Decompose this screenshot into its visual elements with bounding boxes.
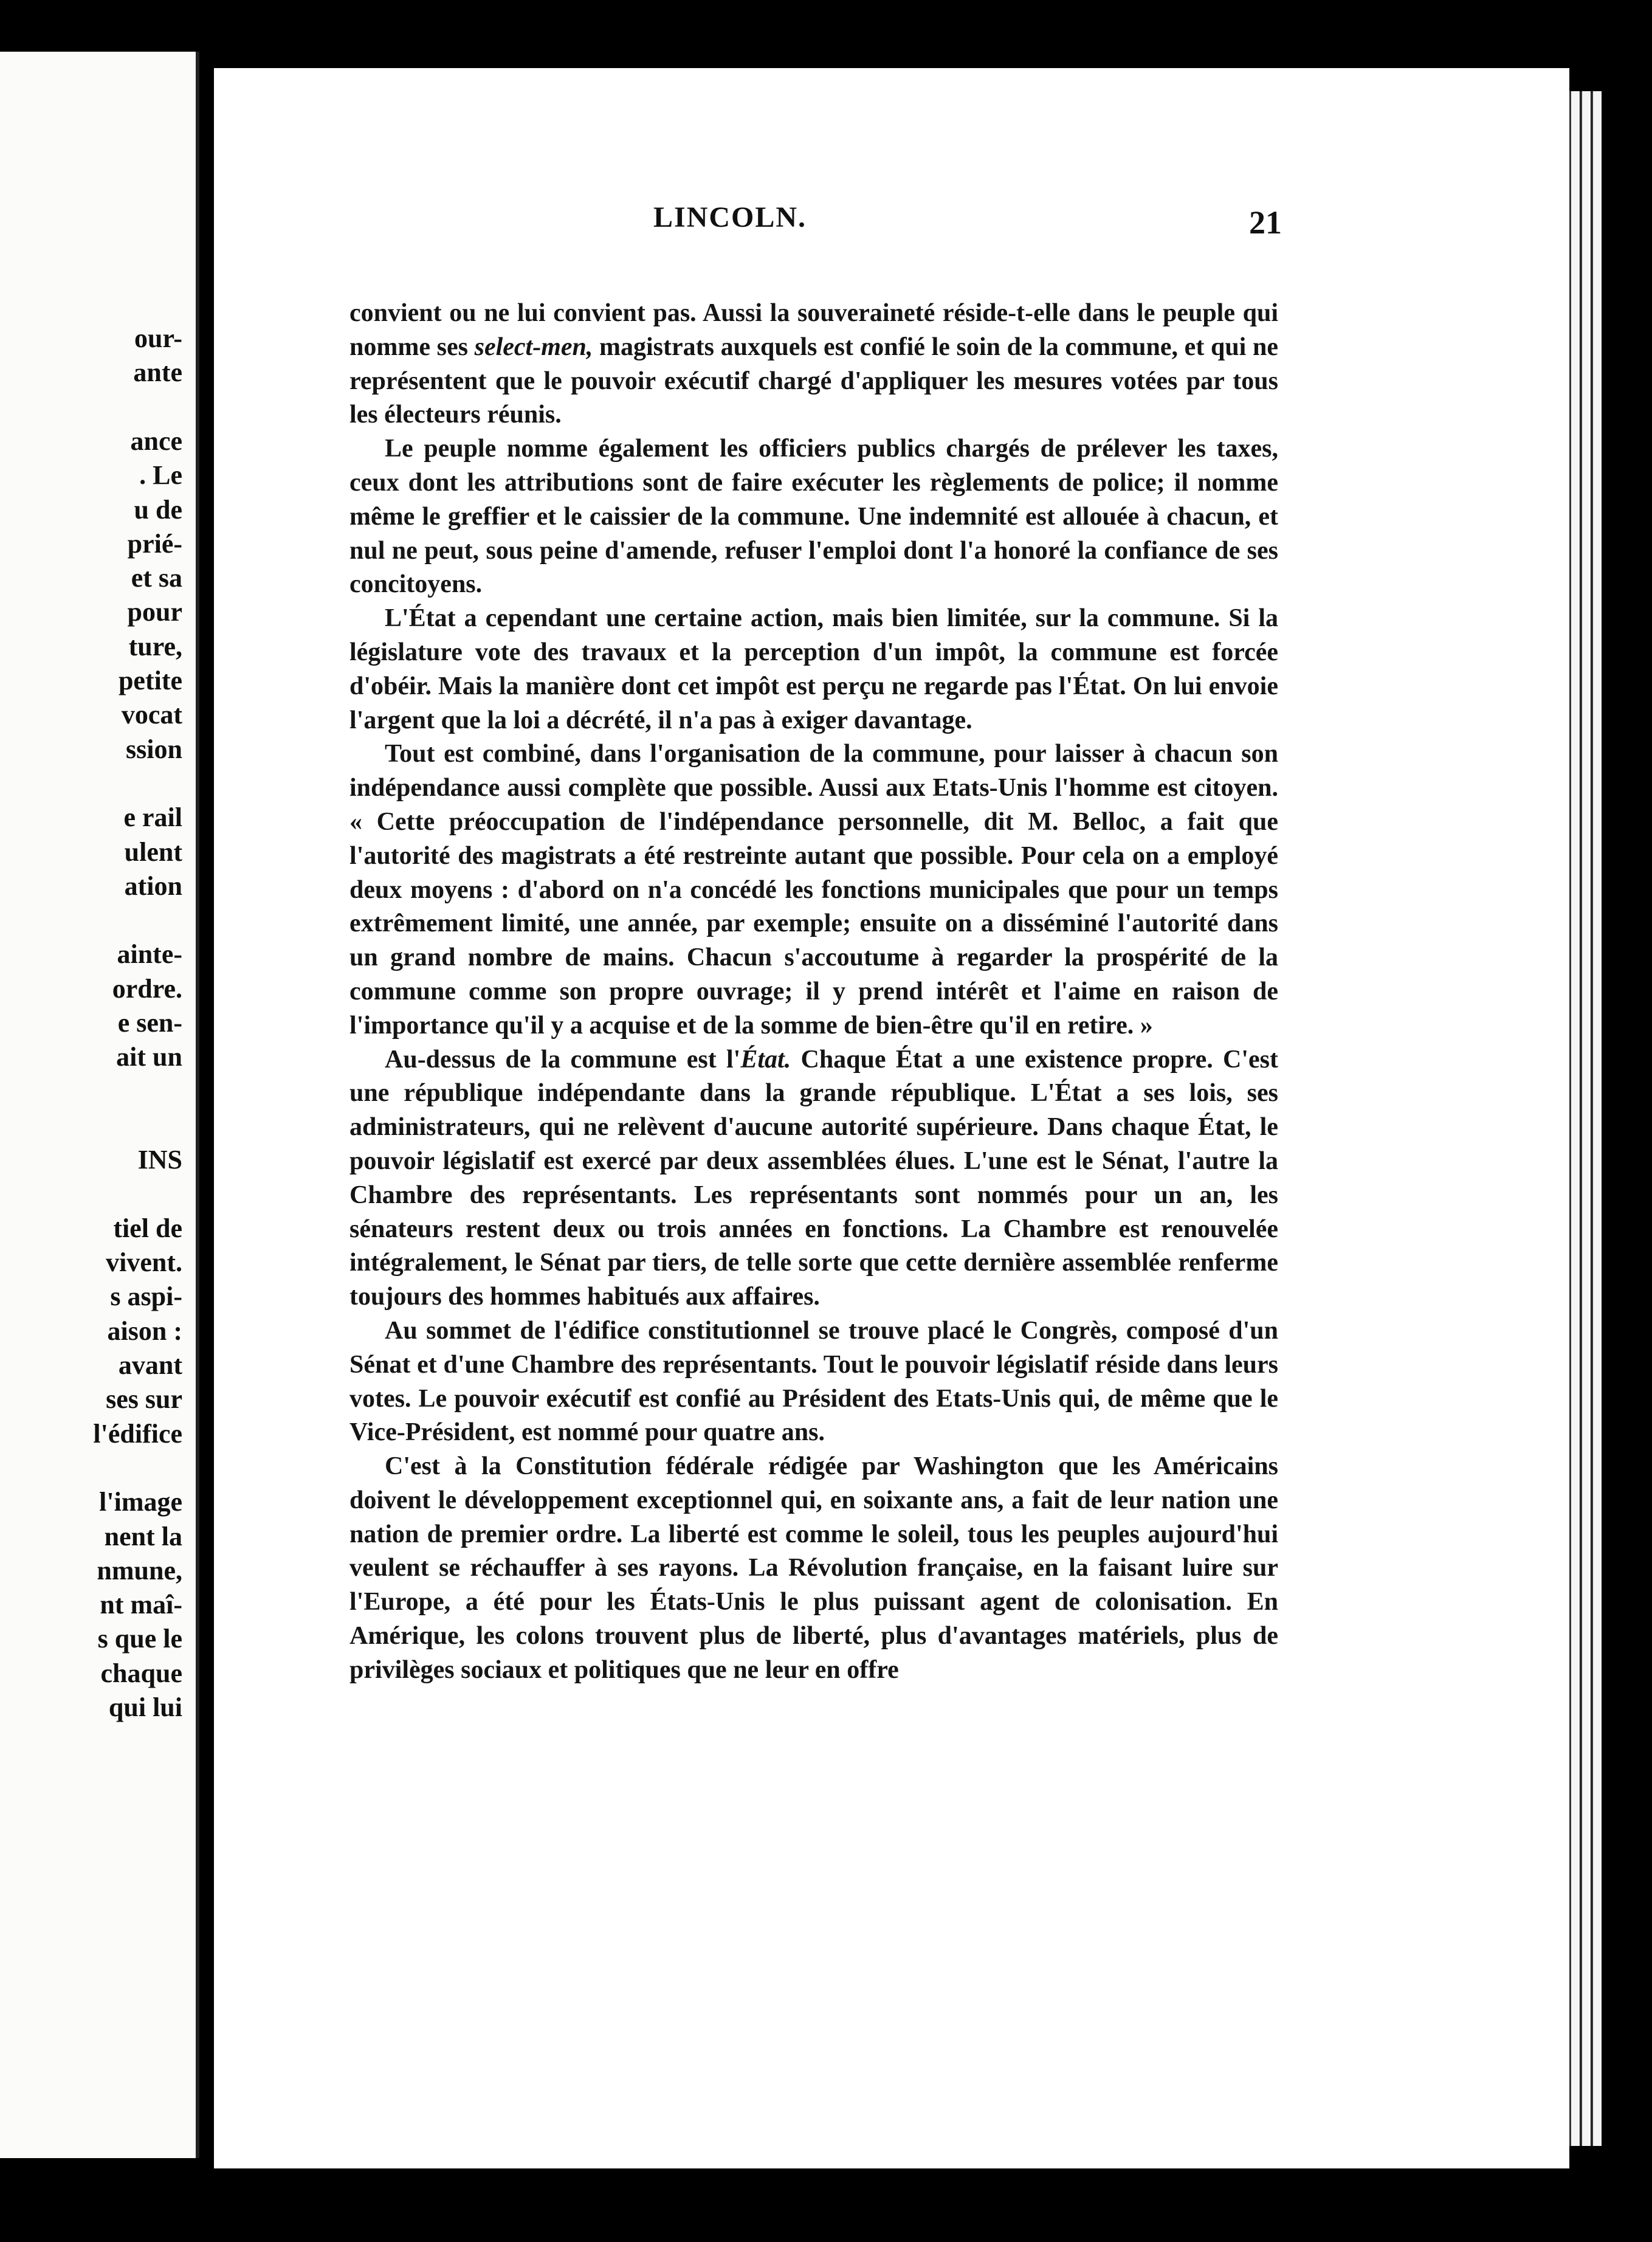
left-page-fragment: et sa — [131, 563, 182, 593]
left-page-fragment: INS — [137, 1145, 182, 1175]
left-page-fragment: qui lui — [108, 1692, 182, 1722]
left-page-fragment: nent la — [104, 1521, 182, 1551]
left-page-fragment: ainte- — [117, 939, 182, 970]
page-edge — [1580, 91, 1591, 2146]
page-edge — [1591, 91, 1602, 2146]
left-page-fragment: ulent — [124, 836, 182, 867]
left-page-fragment: chaque — [100, 1658, 182, 1688]
left-page-fragment: petite — [118, 666, 182, 695]
left-page-fragment: s aspi- — [110, 1281, 182, 1312]
paragraph: Tout est combiné, dans l'organisation de la commune, pour laisser à chacun son indépendance aussi complète que possible. Aussi aux Etats-Unis l'homme est citoyen. « Cette préoccupation de l'indépendance personnelle, dit M. Belloc, a fait que l'autorité des magistrats a été restreinte autant que possible. Pour cela on a employé deux moyens : d'abord on n'a concédé les fonctions municipales que pour un temps extrêmement limité, une année, par exemple; ensuite on a disséminé l'autorité dans un grand nombre de mains. Chacun s'accoutume à regarder la prospérité de la commune comme son propre ouvrage; il y prend intérêt et l'aime en raison de l'importance qu'il y a acquise et de la somme de bien-être qu'il en retire. » — [349, 740, 1278, 1040]
left-page-fragment: e sen- — [117, 1008, 182, 1038]
paragraph: Au-dessus de la commune est l'État. Chaque État a une existence propre. C'est une république indépendante dans la grande république. L'État a ses lois, ses administrateurs, qui ne relèvent d'aucune autorité supérieure. Dans chaque État, le pouvoir législatif est exercé par deux assemblées élues. L'une est le Sénat, l'autre la Chambre des représentants. Les représentants sont nommés pour un an, les sénateurs restent deux ou trois années en fonctions. La Chambre est renouvelée intégralement, le Sénat par tiers, de telle sorte que cette dernière assemblée renferme toujours des hommes habitués aux affaires. — [349, 1045, 1278, 1311]
left-page-fragment: ssion — [126, 734, 182, 764]
left-page-fragment: e rail — [123, 802, 182, 833]
left-page-fragment: u de — [134, 494, 182, 525]
left-page-fragment: ation — [124, 871, 182, 901]
left-page-fragment: . Le — [139, 460, 182, 491]
paragraph: Au sommet de l'édifice constitutionnel se trouve placé le Congrès, composé d'un Sénat et d'une Chambre des représentants. Tout le pouvoir législatif réside dans leurs votes. Le pouvoir exécutif est confié au Président des Etats-Unis qui, de même que le Vice-Président, est nommé pour quatre ans. — [349, 1316, 1278, 1447]
left-page-fragment: pour — [127, 597, 182, 627]
running-head: LINCOLN. — [653, 201, 807, 233]
left-page-fragment: l'édifice — [93, 1418, 182, 1449]
left-page-fragment: ait un — [116, 1042, 182, 1072]
paragraph: convient ou ne lui convient pas. Aussi la souveraineté réside-t-elle dans le peuple qui nomme ses select-men, magistrats auxquels est confié le soin de la commune, et qui ne représentent que le pouvoir exécutif chargé d'appliquer les mesures votées par tous les électeurs réunis. — [349, 299, 1278, 429]
left-page-fragment: ordre. — [112, 973, 182, 1004]
left-page-fragment: tiel de — [113, 1213, 182, 1243]
left-page-fragment: our- — [134, 323, 182, 353]
left-page-fragment: nmune, — [97, 1555, 182, 1585]
left-page-fragment: avant — [118, 1350, 182, 1380]
page-number: 21 — [1249, 204, 1282, 241]
left-page-fragment: ses sur — [106, 1384, 182, 1415]
left-page-fragment: prié- — [127, 528, 182, 559]
left-facing-page — [0, 52, 199, 2158]
left-page-fragment: vocat — [121, 700, 182, 730]
left-page-fragment: ante — [133, 357, 182, 388]
paragraph: L'État a cependant une certaine action, mais bien limitée, sur la commune. Si la législature vote des travaux et la perception d'un impôt, la commune est forcée d'obéir. Mais la manière dont cet impôt est perçu ne regarde pas l'État. On lui envoie l'argent que la loi a décrété, il n'a pas à exiger davantage. — [349, 604, 1278, 734]
page-edge — [1569, 91, 1580, 2146]
paragraph: Le peuple nomme également les officiers publics chargés de prélever les taxes, ceux dont les attributions sont de faire exécuter les règlements de police; il nomme même le greffier et le caissier de la commune. Une indemnité est allouée à chacun, et nul ne peut, sous peine d'amende, refuser l'emploi dont l'a honoré la confiance de ses concitoyens. — [349, 435, 1278, 599]
left-page-fragment: s que le — [97, 1624, 182, 1654]
left-page-fragment: ance — [130, 426, 182, 456]
body-text — [349, 297, 1278, 1688]
left-page-fragment: nt maî- — [100, 1590, 182, 1620]
left-page-fragment: l'image — [99, 1487, 182, 1517]
left-page-fragment: ture, — [128, 631, 182, 661]
paragraph: C'est à la Constitution fédérale rédigée par Washington que les Américains doivent le développement exceptionnel qui, en soixante ans, a fait de leur nation une nation de premier ordre. La liberté est comme le soleil, tous les peuples aujourd'hui veulent se réchauffer à ses rayons. La Révolution française, en la faisant luire sur l'Europe, a été pour les États-Unis le plus puissant agent de colonisation. En Amérique, les colons trouvent plus de liberté, plus d'avantages matériels, plus de privilèges sociaux et politiques que ne leur en offre — [349, 1452, 1278, 1684]
left-page-fragment: vivent. — [106, 1247, 182, 1278]
left-page-fragment: aison : — [107, 1316, 182, 1346]
